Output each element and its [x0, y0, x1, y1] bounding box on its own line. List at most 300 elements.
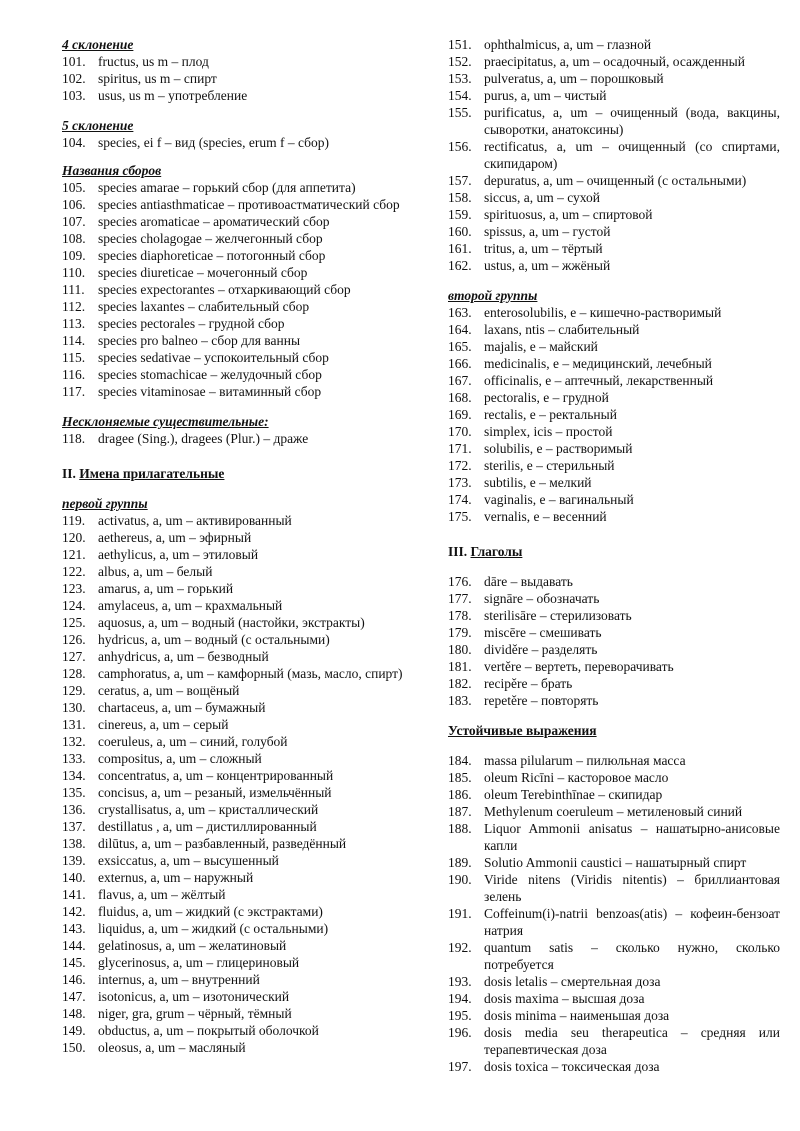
list-item [448, 820, 780, 854]
item-number: 129. [62, 683, 86, 698]
list-item [62, 818, 410, 835]
list-item [62, 665, 410, 682]
item-text: species aromaticae – ароматический сбор [98, 214, 330, 229]
heading-group-1: первой группы [62, 496, 148, 511]
list-collections [62, 179, 410, 400]
list-item [448, 240, 780, 257]
list-verbs [448, 573, 780, 709]
item-text: Methylenum coeruleum – метиленовый синий [484, 804, 743, 819]
list-item [62, 1039, 410, 1056]
list-item [448, 440, 780, 457]
item-text: aethereus, a, um – эфирный [98, 530, 252, 545]
item-number: 120. [62, 530, 86, 545]
item-number: 102. [62, 71, 86, 86]
list-item [62, 750, 410, 767]
list-item [62, 563, 410, 580]
heading-indeclinable: Несклоняемые существительные: [62, 414, 269, 429]
item-number: 152. [448, 54, 472, 69]
list-item [448, 70, 780, 87]
item-number: 165. [448, 339, 472, 354]
item-number: 104. [62, 135, 86, 150]
list-item [62, 869, 410, 886]
list-item [448, 590, 780, 607]
item-text: species sedativae – успокоительный сбор [98, 350, 329, 365]
list-item [62, 1005, 410, 1022]
item-number: 135. [62, 785, 86, 800]
list-item [62, 70, 410, 87]
item-number: 124. [62, 598, 86, 613]
list-indeclinable [62, 430, 410, 447]
list-item [62, 512, 410, 529]
list-item [62, 614, 410, 631]
item-number: 143. [62, 921, 86, 936]
list-item [62, 733, 410, 750]
list-item [62, 529, 410, 546]
item-number: 179. [448, 625, 472, 640]
item-number: 141. [62, 887, 86, 902]
item-text: gelatinosus, a, um – желатиновый [98, 938, 287, 953]
item-number: 142. [62, 904, 86, 919]
list-group-2 [448, 304, 780, 525]
item-number: 160. [448, 224, 472, 239]
item-text: internus, a, um – внутренний [98, 972, 260, 987]
item-number: 194. [448, 991, 472, 1006]
item-number: 176. [448, 574, 472, 589]
item-number: 183. [448, 693, 472, 708]
item-number: 125. [62, 615, 86, 630]
item-text: concisus, a, um – резаный, измельчённый [98, 785, 332, 800]
item-number: 147. [62, 989, 86, 1004]
item-text: depuratus, a, um – очищенный (с остальными) [484, 173, 747, 188]
list-item [448, 474, 780, 491]
item-text: isotonicus, a, um – изотонический [98, 989, 290, 1004]
list-item [448, 321, 780, 338]
item-number: 164. [448, 322, 472, 337]
item-number: 122. [62, 564, 86, 579]
item-number: 197. [448, 1059, 472, 1074]
item-number: 178. [448, 608, 472, 623]
list-item [448, 675, 780, 692]
item-text: species amarae – горький сбор (для аппетита) [98, 180, 356, 195]
item-text: camphoratus, a, um – камфорный (мазь, масло, спирт) [98, 666, 403, 681]
list-item [448, 573, 780, 590]
item-number: 131. [62, 717, 86, 732]
item-text: vaginalis, e – вагинальный [484, 492, 634, 507]
list-item [62, 349, 410, 366]
item-number: 145. [62, 955, 86, 970]
item-text: species, ei f – вид (species, erum f – сбор) [98, 135, 330, 150]
list-item [448, 692, 780, 709]
heading-verbs-prefix: III. [448, 544, 471, 559]
item-number: 130. [62, 700, 86, 715]
item-text: dosis minima – наименьшая доза [484, 1008, 670, 1023]
item-number: 114. [62, 333, 86, 348]
item-text: amarus, a, um – горький [98, 581, 234, 596]
list-item [448, 53, 780, 70]
list-item [448, 1007, 780, 1024]
item-number: 134. [62, 768, 86, 783]
list-item [62, 988, 410, 1005]
list-item [62, 315, 410, 332]
item-number: 168. [448, 390, 472, 405]
list-item [448, 87, 780, 104]
item-number: 187. [448, 804, 472, 819]
list-item [62, 281, 410, 298]
item-number: 133. [62, 751, 86, 766]
item-number: 101. [62, 54, 86, 69]
item-number: 167. [448, 373, 472, 388]
list-item [448, 508, 780, 525]
item-text: ceratus, a, um – вощёный [98, 683, 240, 698]
item-number: 110. [62, 265, 86, 280]
item-text: crystallisatus, a, um – кристаллический [98, 802, 319, 817]
item-number: 174. [448, 492, 472, 507]
item-text: niger, gra, grum – чёрный, тёмный [98, 1006, 292, 1021]
item-text: miscēre – смешивать [484, 625, 602, 640]
list-item [448, 752, 780, 769]
item-number: 172. [448, 458, 472, 473]
list-item [62, 53, 410, 70]
item-number: 123. [62, 581, 86, 596]
item-text: oleosus, a, um – масляный [98, 1040, 246, 1055]
item-text: solubilis, e – растворимый [484, 441, 633, 456]
item-number: 169. [448, 407, 472, 422]
item-number: 144. [62, 938, 86, 953]
item-number: 136. [62, 802, 86, 817]
list-item [62, 383, 410, 400]
item-text: dosis media seu therapeutica – средняя или терапевтическая доза [484, 1025, 780, 1057]
list-item [62, 546, 410, 563]
list-item [448, 905, 780, 939]
item-text: spiritus, us m – спирт [98, 71, 217, 86]
list-item [448, 304, 780, 321]
list-item [448, 223, 780, 240]
list-item [448, 36, 780, 53]
item-text: dosis letalis – смертельная доза [484, 974, 661, 989]
list-item [62, 648, 410, 665]
item-text: destillatus , a, um – дистиллированный [98, 819, 317, 834]
item-text: obductus, a, um – покрытый оболочкой [98, 1023, 319, 1038]
list-item [448, 138, 780, 172]
item-number: 173. [448, 475, 472, 490]
item-number: 111. [62, 282, 85, 297]
list-group-1 [62, 512, 410, 1056]
item-text: dividěre – разделять [484, 642, 598, 657]
item-number: 186. [448, 787, 472, 802]
item-text: species diaphoreticae – потогонный сбор [98, 248, 326, 263]
list-item [448, 803, 780, 820]
list-item [448, 257, 780, 274]
list-item [62, 767, 410, 784]
list-item [62, 954, 410, 971]
list-item [448, 641, 780, 658]
item-number: 127. [62, 649, 86, 664]
item-text: Liquor Ammonii anisatus – нашатырно-анисовые капли [484, 821, 780, 853]
item-text: amylaceus, a, um – крахмальный [98, 598, 283, 613]
item-number: 180. [448, 642, 472, 657]
item-number: 137. [62, 819, 86, 834]
item-text: coeruleus, a, um – синий, голубой [98, 734, 288, 749]
item-text: praecipitatus, a, um – осадочный, осажденный [484, 54, 745, 69]
list-item [62, 971, 410, 988]
list-item [448, 786, 780, 803]
item-text: sterilisāre – стерилизовать [484, 608, 632, 623]
item-text: officinalis, e – аптечный, лекарственный [484, 373, 714, 388]
item-text: repetěre – повторять [484, 693, 599, 708]
item-number: 115. [62, 350, 86, 365]
item-text: flavus, a, um – жёлтый [98, 887, 226, 902]
heading-phrases: Устойчивые выражения [448, 723, 597, 738]
list-item [448, 355, 780, 372]
item-text: externus, a, um – наружный [98, 870, 254, 885]
item-number: 157. [448, 173, 472, 188]
heading-collections: Названия сборов [62, 163, 162, 178]
item-number: 150. [62, 1040, 86, 1055]
item-text: activatus, a, um – активированный [98, 513, 292, 528]
item-text: rectificatus, a, um – очищенный (со спиртами, скипидаром) [484, 139, 780, 171]
list-item [448, 172, 780, 189]
item-number: 113. [62, 316, 86, 331]
item-text: pulveratus, a, um – порошковый [484, 71, 664, 86]
list-item [62, 366, 410, 383]
item-number: 149. [62, 1023, 86, 1038]
item-text: species antiasthmaticae – противоастматический сбор [98, 197, 400, 212]
item-text: fluidus, a, um – жидкий (с экстрактами) [98, 904, 323, 919]
item-number: 112. [62, 299, 86, 314]
item-number: 107. [62, 214, 86, 229]
list-item [62, 430, 410, 447]
list-group-1-continued [448, 36, 780, 274]
list-item [448, 104, 780, 138]
item-text: species pro balneo – сбор для ванны [98, 333, 301, 348]
list-item [62, 699, 410, 716]
item-text: dragee (Sing.), dragees (Plur.) – драже [98, 431, 309, 446]
item-number: 171. [448, 441, 472, 456]
list-declension-4 [62, 53, 410, 104]
item-number: 119. [62, 513, 86, 528]
item-text: usus, us m – употребление [98, 88, 248, 103]
item-number: 106. [62, 197, 86, 212]
item-number: 146. [62, 972, 86, 987]
item-number: 159. [448, 207, 472, 222]
list-item [448, 939, 780, 973]
list-item [62, 784, 410, 801]
item-number: 182. [448, 676, 472, 691]
item-number: 193. [448, 974, 472, 989]
item-text: medicinalis, e – медицинский, лечебный [484, 356, 712, 371]
item-number: 154. [448, 88, 472, 103]
item-text: species cholagogae – желчегонный сбор [98, 231, 323, 246]
list-item [62, 937, 410, 954]
item-text: massa pilularum – пилюльная масса [484, 753, 686, 768]
list-item [62, 801, 410, 818]
list-item [448, 854, 780, 871]
item-text: exsiccatus, a, um – высушенный [98, 853, 279, 868]
list-item [62, 903, 410, 920]
list-item [62, 597, 410, 614]
item-text: cinereus, a, um – серый [98, 717, 229, 732]
list-item [62, 886, 410, 903]
list-item [448, 871, 780, 905]
item-number: 162. [448, 258, 472, 273]
list-item [448, 624, 780, 641]
list-item [62, 920, 410, 937]
item-text: dosis maxima – высшая доза [484, 991, 645, 1006]
item-number: 175. [448, 509, 472, 524]
item-text: species stomachicae – желудочный сбор [98, 367, 322, 382]
item-text: species laxantes – слабительный сбор [98, 299, 310, 314]
list-item [62, 631, 410, 648]
item-number: 128. [62, 666, 86, 681]
item-number: 156. [448, 139, 472, 154]
heading-adjectives-prefix: II. [62, 466, 80, 481]
list-item [448, 389, 780, 406]
list-item [448, 1024, 780, 1058]
item-text: spirituosus, a, um – спиртовой [484, 207, 653, 222]
item-text: vertěre – вертеть, переворачивать [484, 659, 674, 674]
heading-verbs-text: Глаголы [470, 544, 523, 559]
item-text: aethylicus, a, um – этиловый [98, 547, 259, 562]
list-item [448, 1058, 780, 1075]
item-text: oleum Ricīni – касторовое масло [484, 770, 669, 785]
item-number: 163. [448, 305, 472, 320]
item-text: Viride nitens (Viridis nitentis) – бриллиантовая зелень [484, 872, 780, 904]
list-item [62, 298, 410, 315]
item-number: 188. [448, 821, 472, 836]
item-text: subtilis, e – мелкий [484, 475, 592, 490]
item-text: quantum satis – сколько нужно, сколько потребуется [484, 940, 780, 972]
list-item [62, 87, 410, 104]
heading-declension-4: 4 склонение [62, 37, 134, 52]
heading-declension-5: 5 склонение [62, 118, 134, 133]
item-text: majalis, e – майский [484, 339, 598, 354]
list-item [62, 835, 410, 852]
item-number: 191. [448, 906, 472, 921]
heading-adjectives-text: Имена прилагательные [79, 466, 225, 481]
item-text: signāre – обозначать [484, 591, 600, 606]
item-number: 161. [448, 241, 472, 256]
list-item [448, 206, 780, 223]
item-text: recipěre – брать [484, 676, 573, 691]
list-item [448, 423, 780, 440]
item-number: 118. [62, 431, 86, 446]
left-column [62, 36, 410, 1056]
item-text: dosis toxica – токсическая доза [484, 1059, 660, 1074]
item-text: ophthalmicus, a, um – глазной [484, 37, 652, 52]
item-text: purus, a, um – чистый [484, 88, 607, 103]
item-text: sterilis, e – стерильный [484, 458, 615, 473]
item-number: 170. [448, 424, 472, 439]
item-text: Solutio Ammonii caustici – нашатырный спирт [484, 855, 747, 870]
item-text: rectalis, e – ректальный [484, 407, 617, 422]
item-text: aquosus, a, um – водный (настойки, экстракты) [98, 615, 365, 630]
item-text: oleum Terebinthīnae – скипидар [484, 787, 663, 802]
list-item [448, 769, 780, 786]
list-item [448, 658, 780, 675]
item-text: dāre – выдавать [484, 574, 573, 589]
list-item [448, 372, 780, 389]
item-text: albus, a, um – белый [98, 564, 213, 579]
item-text: purificatus, a, um – очищенный (вода, вакцины, сыворотки, анатоксины) [484, 105, 780, 137]
item-text: Coffeinum(i)-natrii benzoas(atis) – кофеин-бензоат натрия [484, 906, 780, 938]
list-item [62, 682, 410, 699]
item-number: 117. [62, 384, 86, 399]
list-declension-5 [62, 134, 410, 151]
item-number: 190. [448, 872, 472, 887]
list-item [62, 179, 410, 196]
heading-adjectives [62, 465, 410, 482]
list-item [62, 196, 410, 213]
item-number: 196. [448, 1025, 472, 1040]
item-number: 126. [62, 632, 86, 647]
list-item [62, 264, 410, 281]
list-item [448, 973, 780, 990]
item-number: 109. [62, 248, 86, 263]
item-text: hydricus, a, um – водный (с остальными) [98, 632, 330, 647]
item-number: 166. [448, 356, 472, 371]
item-text: chartaceus, a, um – бумажный [98, 700, 266, 715]
list-item [448, 607, 780, 624]
item-text: glycerinosus, a, um – глицериновый [98, 955, 300, 970]
item-number: 138. [62, 836, 86, 851]
item-number: 132. [62, 734, 86, 749]
item-number: 189. [448, 855, 472, 870]
item-number: 192. [448, 940, 472, 955]
list-item [62, 134, 410, 151]
list-item [62, 716, 410, 733]
item-text: spissus, a, um – густой [484, 224, 611, 239]
item-text: anhydricus, a, um – безводный [98, 649, 269, 664]
item-text: siccus, a, um – сухой [484, 190, 601, 205]
item-number: 139. [62, 853, 86, 868]
item-number: 184. [448, 753, 472, 768]
item-number: 185. [448, 770, 472, 785]
item-number: 105. [62, 180, 86, 195]
item-text: species diureticae – мочегонный сбор [98, 265, 308, 280]
item-text: concentratus, a, um – концентрированный [98, 768, 334, 783]
list-item [62, 230, 410, 247]
item-text: enterosolubilis, e – кишечно-растворимый [484, 305, 722, 320]
item-number: 148. [62, 1006, 86, 1021]
item-text: species expectorantes – отхаркивающий сбор [98, 282, 351, 297]
item-number: 177. [448, 591, 472, 606]
list-item [62, 213, 410, 230]
list-item [62, 1022, 410, 1039]
right-column [448, 36, 780, 1075]
list-item [62, 580, 410, 597]
item-text: compositus, a, um – сложный [98, 751, 262, 766]
list-item [448, 189, 780, 206]
item-text: dilūtus, a, um – разбавленный, разведённый [98, 836, 347, 851]
item-text: ustus, a, um – жжёный [484, 258, 611, 273]
item-text: tritus, a, um – тёртый [484, 241, 603, 256]
list-item [62, 852, 410, 869]
list-item [448, 491, 780, 508]
item-number: 155. [448, 105, 472, 120]
list-item [448, 990, 780, 1007]
item-number: 195. [448, 1008, 472, 1023]
item-text: liquidus, a, um – жидкий (с остальными) [98, 921, 329, 936]
list-item [448, 457, 780, 474]
list-item [62, 247, 410, 264]
list-phrases [448, 752, 780, 1075]
item-text: simplex, icis – простой [484, 424, 613, 439]
item-number: 116. [62, 367, 86, 382]
item-number: 151. [448, 37, 472, 52]
item-number: 158. [448, 190, 472, 205]
item-number: 121. [62, 547, 86, 562]
item-text: fructus, us m – плод [98, 54, 209, 69]
